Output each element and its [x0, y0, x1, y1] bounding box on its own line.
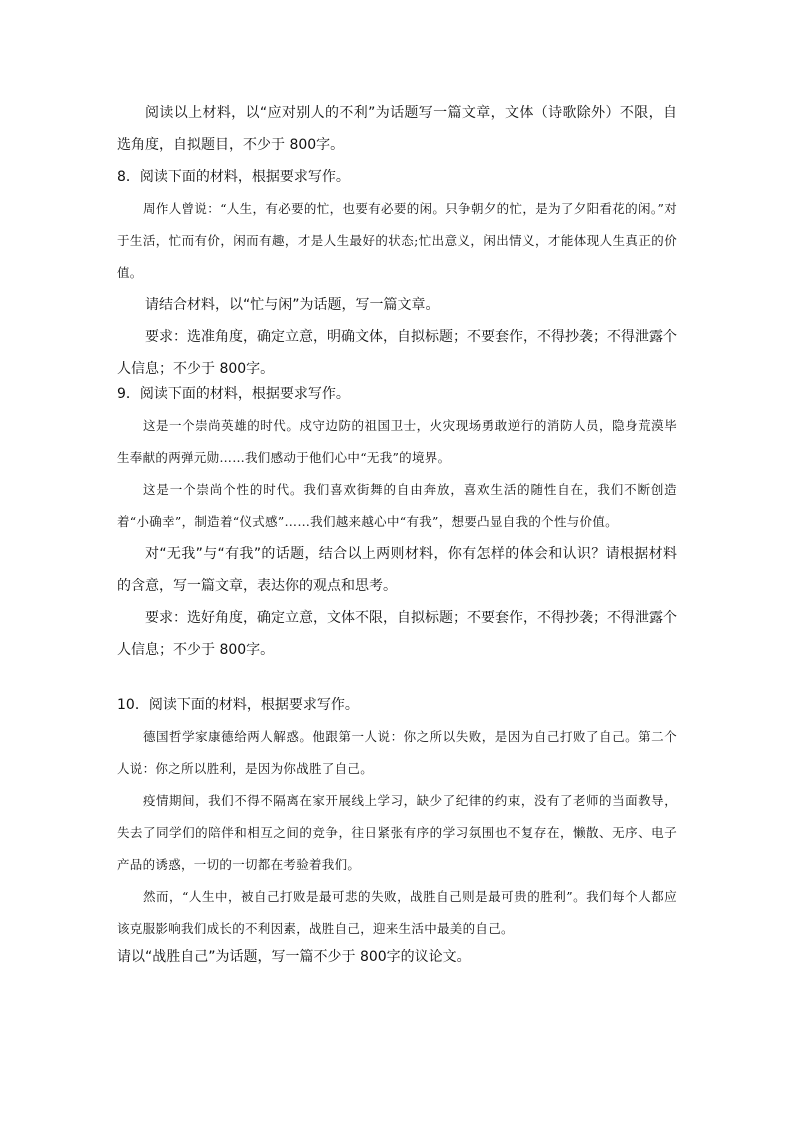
- question-9-section: [117, 378, 677, 666]
- question-8-requirements: 要求：选准角度，确定立意，明确文体，自拟标题；不要套作，不得抄袭；不得泄露个人信息；不少于 800字。: [117, 329, 677, 377]
- question-10-material-1: 德国哲学家康德给两人解惑。他跟第一人说：你之所以失败，是因为自己打败了自己。第二个人说：你之所以胜利，是因为你战胜了自己。: [117, 729, 677, 776]
- question-9-prompt: 对“无我”与“有我”的话题，结合以上两则材料，你有怎样的体会和认识？请根据材料的含意，写一篇文章，表达你的观点和思考。: [117, 546, 677, 594]
- intro-paragraph: 阅读以上材料，以“应对别人的不利”为话题写一篇文章，文体（诗歌除外）不限，自选角度，自拟题目，不少于 800字。: [117, 105, 677, 153]
- question-8-material: 周作人曾说：“人生，有必要的忙，也要有必要的闲。只争朝夕的忙，是为了夕阳看花的闲。”对于生活，忙而有价，闲而有趣，才是人生最好的状态;忙出意义，闲出情义，才能体现人生真正的价值。: [117, 201, 677, 280]
- question-10-material-3: 然而，“人生中，被自己打败是最可悲的失败，战胜自己则是最可贵的胜利”。我们每个人都应该克服影响我们成长的不利因素，战胜自己，迎来生活中最美的自己。: [117, 889, 677, 936]
- question-9-heading: 9．阅读下面的材料，根据要求写作。: [117, 386, 350, 402]
- question-9-material-1: 这是一个崇尚英雄的时代。戍守边防的祖国卫士，火灾现场勇敢逆行的消防人员，隐身荒漠毕生奉献的两弹元勋……我们感动于他们心中“无我”的境界。: [117, 418, 677, 465]
- question-8-section: [117, 161, 677, 385]
- question-10-material-2: 疫情期间，我们不得不隔离在家开展线上学习，缺少了纪律的约束，没有了老师的当面教导，失去了同学们的陪伴和相互之间的竞争，往日紧张有序的学习氛围也不复存在，懒散、无序、电子产品的诱惑，一切的一切都在考验着我们。: [117, 793, 677, 872]
- question-9-requirements: 要求：选好角度，确定立意，文体不限，自拟标题；不要套作，不得抄袭；不得泄露个人信息；不少于 800字。: [117, 610, 677, 658]
- intro-section: [117, 97, 677, 161]
- question-8-prompt: 请结合材料，以“忙与闲”为话题，写一篇文章。: [145, 297, 440, 313]
- question-9-material-2: 这是一个崇尚个性的时代。我们喜欢街舞的自由奔放，喜欢生活的随性自在，我们不断创造着“小确幸”，制造着“仪式感”……我们越来越心中“有我”，想要凸显自我的个性与价值。: [117, 482, 677, 529]
- question-10-prompt: 请以“战胜自己”为话题，写一篇不少于 800字的议论文。: [117, 949, 471, 965]
- question-10-section: [117, 689, 677, 969]
- question-8-heading: 8．阅读下面的材料，根据要求写作。: [117, 169, 350, 185]
- question-10-heading: 10．阅读下面的材料，根据要求写作。: [117, 697, 359, 713]
